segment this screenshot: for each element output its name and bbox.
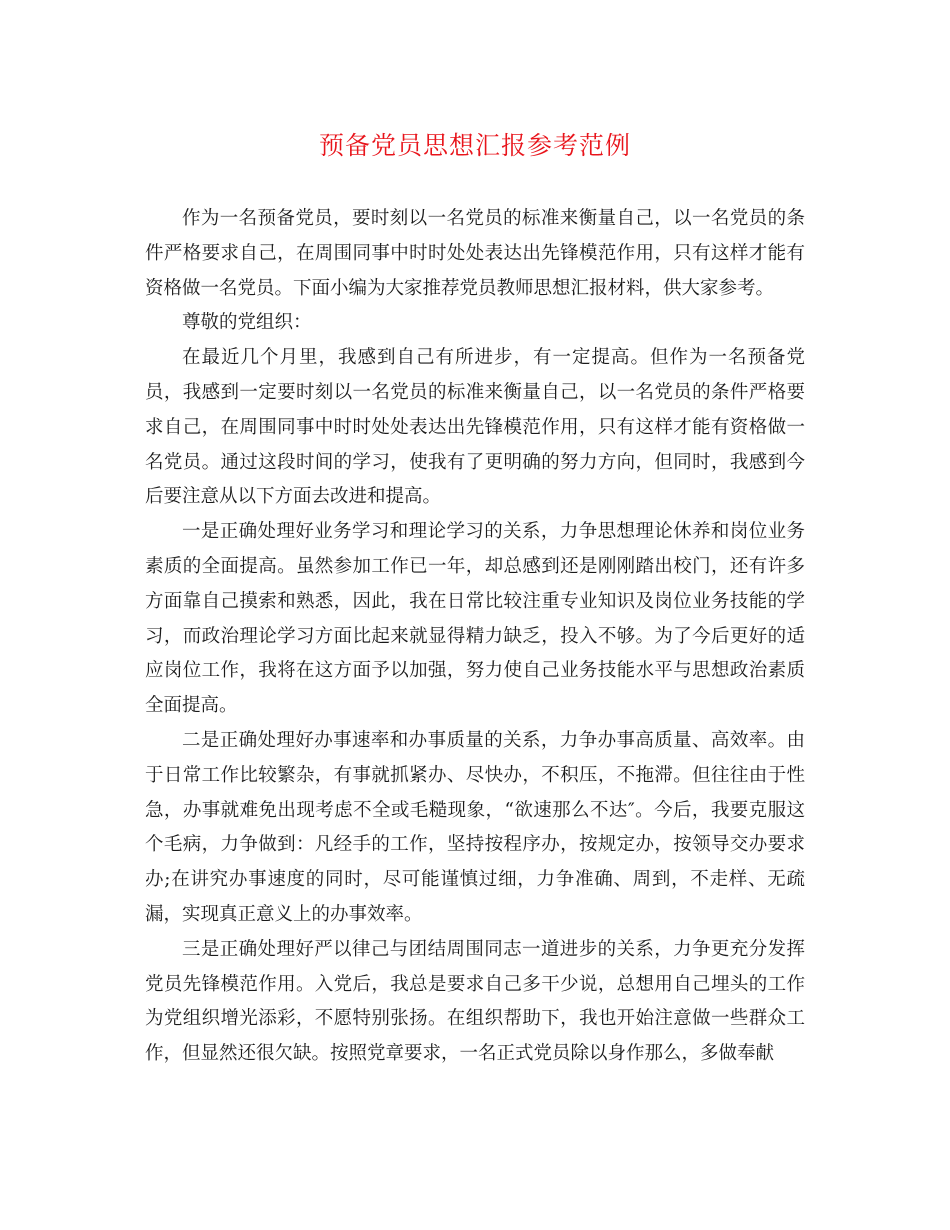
document-body <box>145 202 805 1072</box>
document-title: 预备党员思想汇报参考范例 <box>318 131 631 160</box>
paragraph-point-two: 二是正确处理好办事速率和办事质量的关系，力争办事高质量、高效率。由于日常工作比较繁杂，有事就抓紧办、尽快办，不积压，不拖滞。但往往由于性急，办事就难免出现考虑不全或毛糙现象，“欲速那么不达″。今后，我要克服这个毛病，力争做到：凡经手的工作，坚持按程序办，按规定办，按领导交办要求办;在讲究办事速度的同时，尽可能谨慎过细，力争准确、周到，不走样、无疏漏，实现真正意义上的办事效率。 <box>145 729 805 925</box>
paragraph-point-one: 一是正确处理好业务学习和理论学习的关系，力争思想理论休养和岗位业务素质的全面提高。虽然参加工作已一年，却总感到还是刚刚踏出校门，还有许多方面靠自己摸索和熟悉，因此，我在日常比较注重专业知识及岗位业务技能的学习，而政治理论学习方面比起来就显得精力缺乏，投入不够。为了今后更好的适应岗位工作，我将在这方面予以加强，努力使自己业务技能水平与思想政治素质全面提高。 <box>145 521 805 717</box>
paragraph-point-three: 三是正确处理好严以律己与团结周围同志一道进步的关系，力争更充分发挥党员先锋模范作用。入党后，我总是要求自己多干少说，总想用自己埋头的工作为党组织增光添彩，不愿特别张扬。在组织帮助下，我也开始注意做一些群众工作，但显然还很欠缺。按照党章要求，一名正式党员除以身作那么，多做奉献 <box>145 938 805 1065</box>
paragraph-overview: 在最近几个月里，我感到自己有所进步，有一定提高。但作为一名预备党员，我感到一定要时刻以一名党员的标准来衡量自己，以一名党员的条件严格要求自己，在周围同事中时时处处表达出先锋模范作用，只有这样才能有资格做一名党员。通过这段时间的学习，使我有了更明确的努力方向，但同时，我感到今后要注意从以下方面去改进和提高。 <box>145 347 805 508</box>
paragraph-intro: 作为一名预备党员，要时刻以一名党员的标准来衡量自己，以一名党员的条件严格要求自己，在周围同事中时时处处表达出先锋模范作用，只有这样才能有资格做一名党员。下面小编为大家推荐党员教师思想汇报材料，供大家参考。 <box>145 208 805 299</box>
paragraph-salutation: 尊敬的党组织： <box>182 312 312 334</box>
